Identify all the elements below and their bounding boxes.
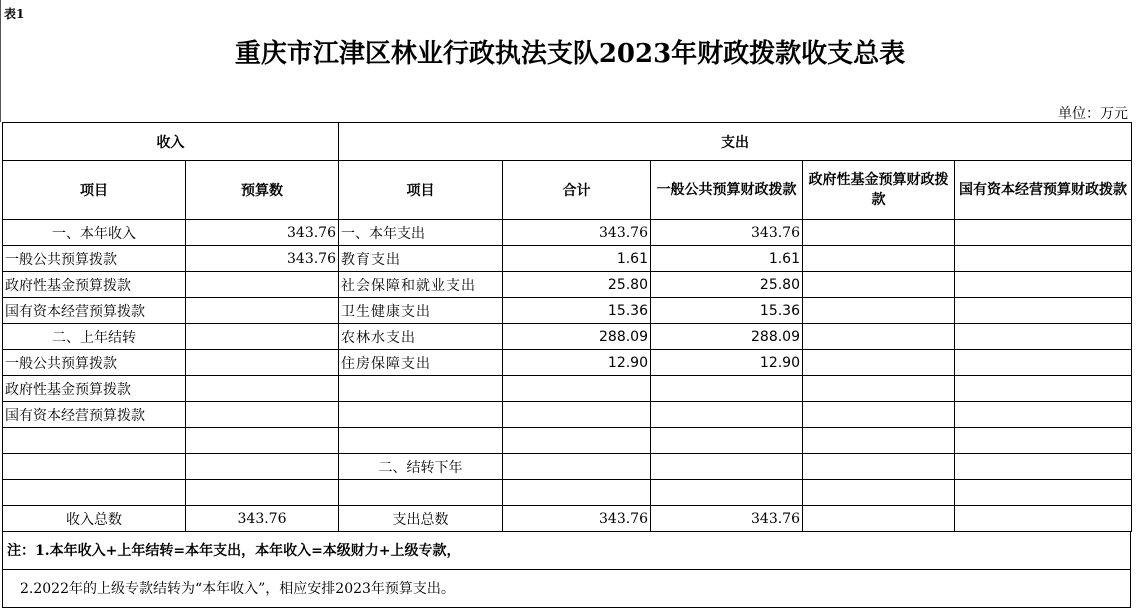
cell-total <box>503 376 651 402</box>
cell-income-item <box>3 454 186 480</box>
cell-income-budget <box>186 402 339 428</box>
page-title: 重庆市江津区林业行政执法支队2023年财政拨款收支总表 <box>234 39 906 69</box>
cell-state-capital <box>955 402 1132 428</box>
table-row <box>3 298 1132 324</box>
cell-gov-fund <box>803 220 955 246</box>
cell-state-capital <box>955 428 1132 454</box>
cell-expense-item: 社会保障和就业支出 <box>339 272 503 298</box>
header-row-columns <box>3 161 1132 220</box>
cell-total <box>503 480 651 506</box>
cell-expense-item: 农林水支出 <box>339 324 503 350</box>
cell-gov-fund <box>803 350 955 376</box>
cell-gov-fund <box>803 272 955 298</box>
header-general-budget: 一般公共预算财政拨款 <box>651 161 803 220</box>
cell-expense-item: 住房保障支出 <box>339 350 503 376</box>
cell-state-capital <box>955 246 1132 272</box>
cell-state-capital <box>955 350 1132 376</box>
cell-general: 288.09 <box>651 324 803 350</box>
cell-expense-item <box>339 376 503 402</box>
cell-gov-fund <box>803 246 955 272</box>
cell-general: 15.36 <box>651 298 803 324</box>
cell-total <box>503 402 651 428</box>
cell-expense-item: 教育支出 <box>339 246 503 272</box>
cell-gov-fund <box>803 506 955 532</box>
table-row <box>3 220 1132 246</box>
cell-state-capital <box>955 272 1132 298</box>
totals-row <box>3 506 1132 532</box>
cell-expense-item <box>339 428 503 454</box>
cell-general <box>651 454 803 480</box>
cell-total: 12.90 <box>503 350 651 376</box>
table-row <box>3 428 1132 454</box>
cell-income-budget <box>186 376 339 402</box>
cell-total <box>503 454 651 480</box>
cell-gov-fund <box>803 480 955 506</box>
cell-income-item <box>3 480 186 506</box>
cell-total <box>503 428 651 454</box>
cell-income-item: 一般公共预算拨款 <box>3 246 186 272</box>
cell-income-budget <box>186 428 339 454</box>
cell-income-budget <box>186 350 339 376</box>
cell-gov-fund <box>803 376 955 402</box>
cell-state-capital <box>955 298 1132 324</box>
cell-gov-fund <box>803 454 955 480</box>
cell-state-capital <box>955 480 1132 506</box>
cell-income-budget <box>186 272 339 298</box>
header-row-sections <box>3 123 1132 161</box>
table-row <box>3 324 1132 350</box>
table-row <box>3 246 1132 272</box>
cell-gov-fund <box>803 298 955 324</box>
cell-general: 25.80 <box>651 272 803 298</box>
cell-state-capital <box>955 454 1132 480</box>
cell-income-item: 一般公共预算拨款 <box>3 350 186 376</box>
cell-income-item: 国有资本经营预算拨款 <box>3 402 186 428</box>
cell-general: 1.61 <box>651 246 803 272</box>
cell-general <box>651 376 803 402</box>
header-total: 合计 <box>503 161 651 220</box>
cell-expense-total-label: 支出总数 <box>339 506 503 532</box>
header-budget: 预算数 <box>186 161 339 220</box>
cell-state-capital <box>955 506 1132 532</box>
cell-income-budget: 343.76 <box>186 246 339 272</box>
cell-general: 343.76 <box>651 506 803 532</box>
note-line-1: 注：1.本年收入+上年结转=本年支出，本年收入=本级财力+上级专款， <box>2 532 1131 570</box>
table-row <box>3 454 1132 480</box>
header-gov-fund: 政府性基金预算财政拨款 <box>803 161 955 220</box>
cell-total: 343.76 <box>503 506 651 532</box>
cell-general <box>651 402 803 428</box>
cell-income-budget: 343.76 <box>186 220 339 246</box>
budget-table <box>2 122 1132 532</box>
header-income: 收入 <box>3 123 339 161</box>
cell-income-budget <box>186 480 339 506</box>
cell-total: 343.76 <box>503 220 651 246</box>
cell-expense-item: 卫生健康支出 <box>339 298 503 324</box>
cell-income-item: 二、上年结转 <box>3 324 186 350</box>
table-row <box>3 350 1132 376</box>
cell-income-item: 一、本年收入 <box>3 220 186 246</box>
cell-gov-fund <box>803 402 955 428</box>
note-line-2: 2.2022年的上级专款结转为“本年收入”，相应安排2023年预算支出。 <box>2 570 1131 608</box>
cell-gov-fund <box>803 324 955 350</box>
cell-income-item: 政府性基金预算拨款 <box>3 272 186 298</box>
cell-general: 343.76 <box>651 220 803 246</box>
cell-expense-item: 二、结转下年 <box>339 454 503 480</box>
table-label: 表1 <box>4 7 25 21</box>
cell-state-capital <box>955 220 1132 246</box>
cell-total: 288.09 <box>503 324 651 350</box>
cell-total: 25.80 <box>503 272 651 298</box>
table-row <box>3 272 1132 298</box>
cell-expense-item: 一、本年支出 <box>339 220 503 246</box>
cell-income-total: 343.76 <box>186 506 339 532</box>
cell-general: 12.90 <box>651 350 803 376</box>
cell-income-budget <box>186 298 339 324</box>
cell-general <box>651 480 803 506</box>
header-expense: 支出 <box>339 123 1132 161</box>
cell-total: 1.61 <box>503 246 651 272</box>
cell-expense-item <box>339 402 503 428</box>
cell-total: 15.36 <box>503 298 651 324</box>
header-state-capital: 国有资本经营预算财政拨款 <box>955 161 1132 220</box>
cell-income-item: 国有资本经营预算拨款 <box>3 298 186 324</box>
cell-state-capital <box>955 376 1132 402</box>
cell-income-item <box>3 428 186 454</box>
header-income-item: 项目 <box>3 161 186 220</box>
cell-state-capital <box>955 324 1132 350</box>
cell-expense-item <box>339 480 503 506</box>
cell-general <box>651 428 803 454</box>
cell-income-budget <box>186 324 339 350</box>
header-expense-item: 项目 <box>339 161 503 220</box>
table-row <box>3 402 1132 428</box>
table-row <box>3 480 1132 506</box>
cell-gov-fund <box>803 428 955 454</box>
cell-income-budget <box>186 454 339 480</box>
table-row <box>3 376 1132 402</box>
cell-income-item: 政府性基金预算拨款 <box>3 376 186 402</box>
unit-label: 单位：万元 <box>1058 106 1128 122</box>
cell-income-total-label: 收入总数 <box>3 506 186 532</box>
